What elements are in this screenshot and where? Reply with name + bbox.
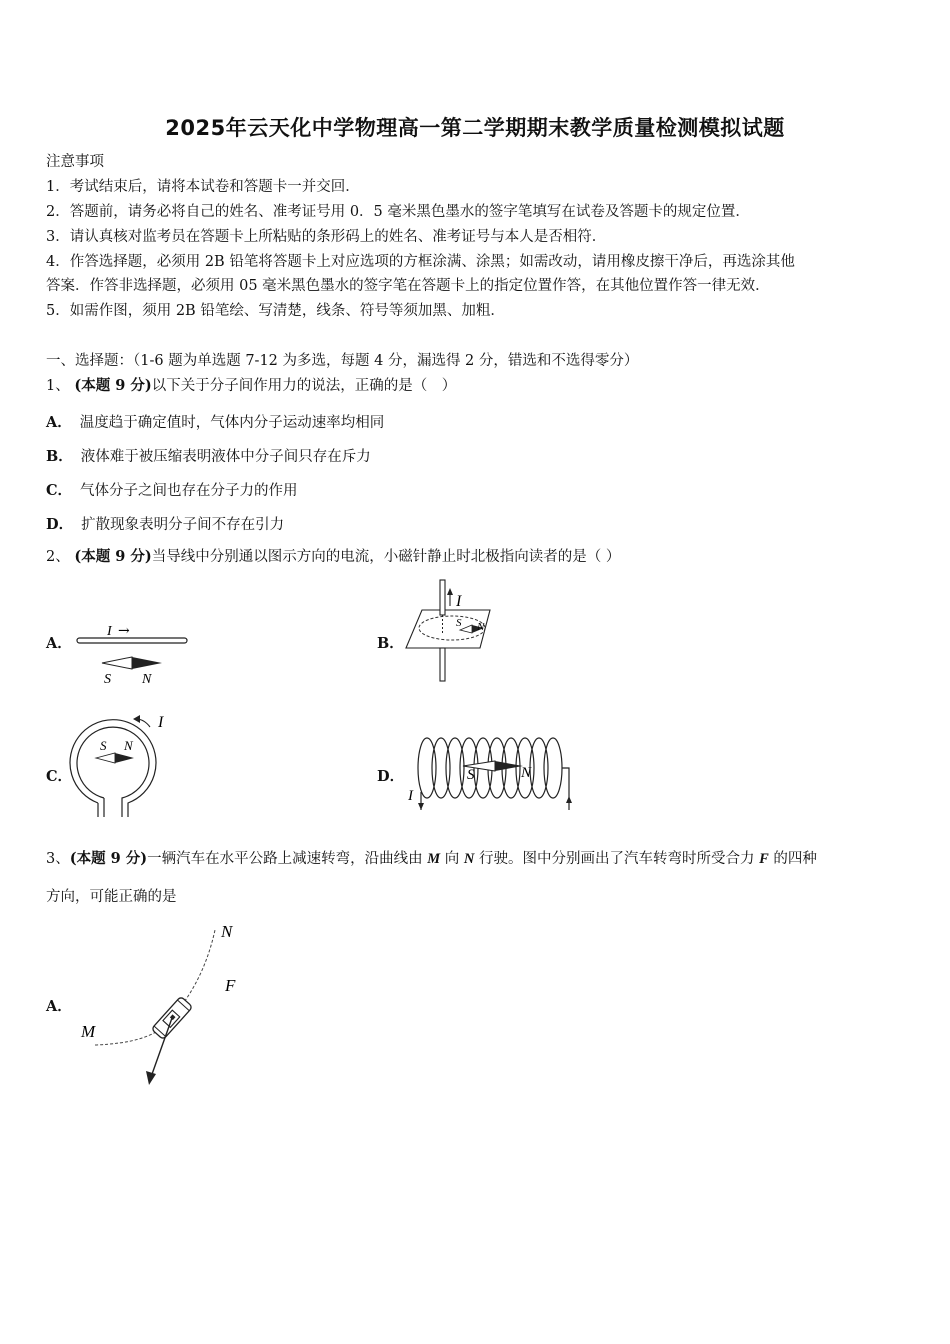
current-label: I bbox=[107, 624, 112, 639]
south-label: S bbox=[456, 617, 462, 629]
option-label: A． bbox=[46, 998, 72, 1015]
current-label: I bbox=[158, 714, 164, 731]
figure-b-vertical-wire bbox=[400, 580, 500, 685]
label-m: M bbox=[81, 1022, 96, 1041]
north-label: N bbox=[124, 738, 133, 753]
north-label: N bbox=[477, 621, 485, 633]
needle-north-half bbox=[115, 753, 134, 763]
question-3-stem-line2: 方向，可能正确的是 bbox=[46, 889, 177, 905]
figure-a-straight-wire bbox=[72, 620, 202, 685]
current-label: I bbox=[408, 788, 413, 804]
question-number: 2、 bbox=[46, 549, 70, 565]
option-label: A． bbox=[46, 414, 72, 431]
option-label: C． bbox=[46, 768, 73, 785]
question-text: 以下关于分子间作用力的说法，正确的是（ ） bbox=[151, 378, 457, 394]
needle-south-half bbox=[96, 753, 115, 763]
loop-inner bbox=[77, 727, 149, 817]
current-label: I bbox=[456, 593, 462, 610]
option-c bbox=[46, 479, 298, 500]
question-number: 1、 bbox=[46, 378, 70, 394]
point-n: N bbox=[463, 851, 475, 867]
question-score: (本题 9 分) bbox=[74, 377, 152, 394]
question-2-stem bbox=[46, 547, 620, 567]
question-text: 向 bbox=[440, 851, 464, 867]
question-1-stem bbox=[46, 376, 456, 396]
wire-top bbox=[440, 580, 445, 615]
option-label: D． bbox=[46, 516, 74, 533]
figure-d-solenoid bbox=[405, 730, 585, 815]
option-label: B． bbox=[46, 448, 73, 465]
south-label: S bbox=[104, 672, 111, 687]
section-heading: 一、选择题：（1-6 题为单选题 7-12 为多选，每题 4 分，漏选得 2 分，错选和不选得零分） bbox=[46, 353, 639, 369]
north-label: N bbox=[142, 672, 152, 687]
figure-c-circular-loop bbox=[70, 705, 180, 820]
question-text: 行驶。图中分别画出了汽车转弯时所受合力 bbox=[474, 851, 760, 867]
loop-outer bbox=[70, 720, 156, 817]
needle-south-half bbox=[102, 657, 132, 669]
needle-north-half bbox=[495, 761, 523, 771]
notice-item: 答案．作答非选择题，必须用 05 毫米黑色墨水的签字笔在答题卡上的指定位置作答，在其他位置作答一律无效． bbox=[46, 278, 770, 294]
option-label: C． bbox=[46, 482, 73, 499]
option-text: 扩散现象表明分子间不存在引力 bbox=[81, 517, 285, 533]
south-label: S bbox=[467, 767, 475, 783]
question-score: (本题 9 分) bbox=[74, 548, 152, 565]
north-label: N bbox=[521, 765, 532, 781]
wire bbox=[77, 638, 187, 643]
current-arrow: → bbox=[118, 623, 130, 639]
notice-item: 2．答题前，请务必将自己的姓名、准考证号用 0．5 毫米黑色墨水的签字笔填写在试卷及答题卡的规定位置． bbox=[46, 204, 750, 220]
notice-item: 1．考试结束后，请将本试卷和答题卡一并交回． bbox=[46, 179, 360, 195]
figure-q3-car-curve bbox=[75, 915, 255, 1090]
option-a bbox=[46, 411, 384, 432]
option-label: A． bbox=[46, 635, 72, 652]
notice-item: 5．如需作图，须用 2B 铅笔绘、写清楚，线条、符号等须加黑、加粗． bbox=[46, 303, 505, 319]
label-f: F bbox=[225, 976, 236, 995]
south-label: S bbox=[100, 738, 107, 753]
option-b bbox=[46, 445, 371, 466]
notice-item: 3．请认真核对监考员在答题卡上所粘贴的条形码上的姓名、准考证号与本人是否相符． bbox=[46, 229, 607, 245]
wire-bottom bbox=[440, 648, 445, 681]
question-text: 一辆汽车在水平公路上减速转弯，沿曲线由 bbox=[147, 851, 428, 867]
question-number: 3、 bbox=[46, 851, 70, 867]
question-text: 当导线中分别通以图示方向的电流，小磁针静止时北极指向读者的是（ ） bbox=[151, 549, 621, 565]
label-n: N bbox=[221, 922, 233, 941]
option-text: 液体难于被压缩表明液体中分子间只存在斥力 bbox=[80, 449, 371, 465]
option-text: 温度趋于确定值时，气体内分子运动速率均相同 bbox=[79, 415, 385, 431]
option-d bbox=[46, 513, 284, 534]
option-label: D． bbox=[377, 768, 405, 785]
question-score: (本题 9 分) bbox=[69, 850, 148, 867]
question-text: 的四种 bbox=[768, 851, 817, 867]
notice-item: 4．作答选择题，必须用 2B 铅笔将答题卡上对应选项的方框涂满、涂黑；如需改动，请用橡皮擦干净后，再选涂其他 bbox=[46, 254, 795, 270]
needle-north-half bbox=[132, 657, 162, 669]
option-label: B． bbox=[377, 635, 404, 652]
point-m: M bbox=[427, 851, 441, 867]
option-text: 气体分子之间也存在分子力的作用 bbox=[80, 483, 298, 499]
lead-right bbox=[562, 768, 569, 810]
page-title: 2025年云天化中学物理高一第二学期期末教学质量检测模拟试题 bbox=[165, 116, 785, 140]
force-f: F bbox=[759, 851, 769, 867]
question-3-stem bbox=[46, 849, 817, 869]
notice-heading: 注意事项 bbox=[46, 154, 104, 170]
